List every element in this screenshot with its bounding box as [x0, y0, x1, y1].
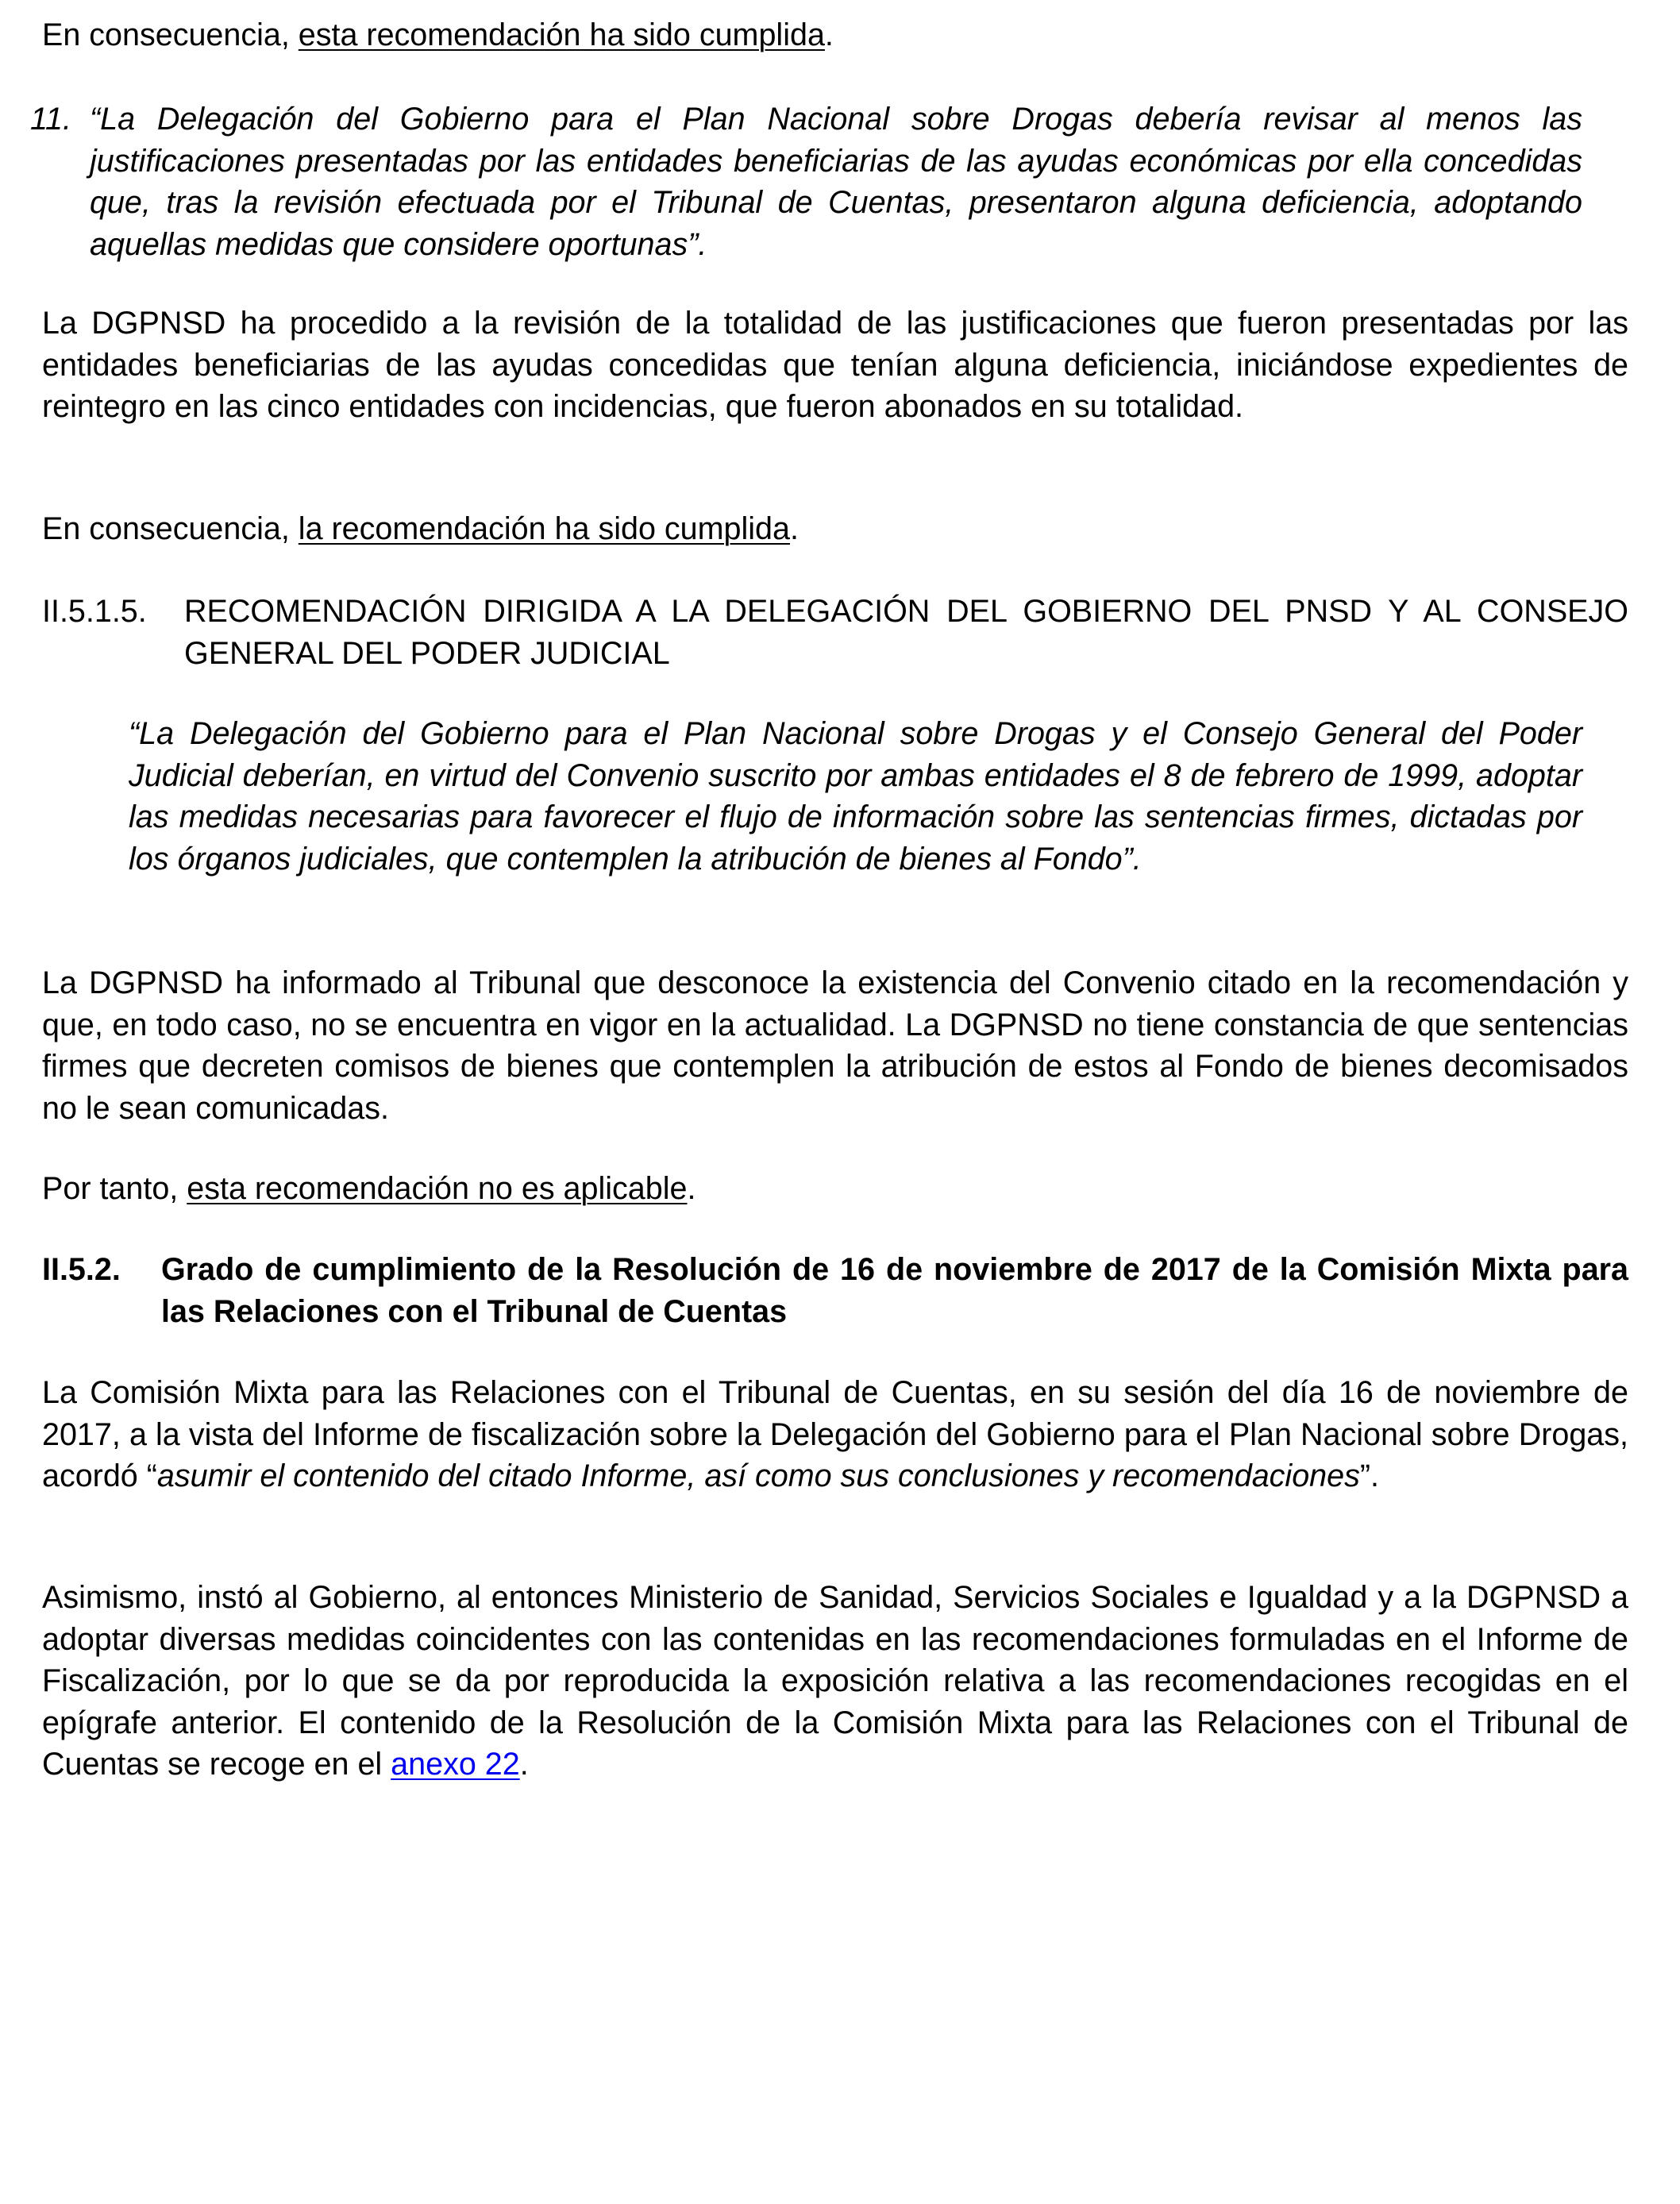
recommendation-text: “La Delegación del Gobierno para el Plan Nacional sobre Drogas debería revisar al menos las justificaciones presentadas por las entidades beneficiarias de las ayudas económicas por ella concedidas que, tras la revisión efectuada por el Tribunal de Cuentas, presentaron alguna deficiencia, adoptando aquellas medidas que considere oportunas”.: [90, 102, 1582, 262]
item-number: 11.: [30, 102, 71, 137]
text: .: [790, 511, 799, 546]
text: Por tanto,: [42, 1171, 187, 1206]
paragraph-dgpnsd-informed: [42, 962, 1628, 1129]
paragraph-dgpnsd-revision: [42, 302, 1628, 428]
text: Asimismo, instó al Gobierno, al entonces Ministerio de Sanidad, Servicios Sociales e Igualdad y a la DGPNSD a adoptar diversas medidas coincidentes con las contenidas en las recomendaciones formuladas en el Informe de Fiscalización, por lo que se da por reproducida la exposición relativa a las recomendaciones recogidas en el epígrafe anterior. El contenido de la Resolución de la Comisión Mixta para las Relaciones con el Tribunal de Cuentas se recoge en el: [42, 1580, 1628, 1782]
paragraph-not-applicable: [42, 1168, 1630, 1210]
underlined-conclusion: esta recomendación no es aplicable: [187, 1171, 688, 1206]
section-heading-ii-5-1-5: [42, 591, 1628, 674]
section-heading-ii-5-2: [42, 1249, 1628, 1332]
text: En consecuencia,: [42, 511, 299, 546]
text: .: [519, 1747, 529, 1782]
paragraph-text: La DGPNSD ha procedido a la revisión de la totalidad de las justificaciones que fueron presentadas por las entidades beneficiarias de las ayudas concedidas que tenían alguna deficiencia, iniciándose expedientes de reintegro en las cinco entidades con incidencias, que fueron abonados en su totalidad.: [42, 306, 1628, 424]
paragraph-comision-mixta: [42, 1372, 1628, 1497]
section-number: II.5.2.: [42, 1252, 121, 1287]
underlined-conclusion: esta recomendación ha sido cumplida: [298, 17, 825, 52]
underlined-conclusion: la recomendación ha sido cumplida: [298, 511, 790, 546]
text: En consecuencia,: [42, 17, 299, 52]
anexo-22-link[interactable]: anexo 22: [391, 1747, 520, 1782]
section-number: II.5.1.5.: [42, 594, 147, 629]
recommendation-11: [30, 98, 1582, 265]
section-title: RECOMENDACIÓN DIRIGIDA A LA DELEGACIÓN DEL GOBIERNO DEL PNSD Y AL CONSEJO GENERAL DEL PODER JUDICIAL: [184, 594, 1628, 671]
section-title: Grado de cumplimiento de la Resolución de 16 de noviembre de 2017 de la Comisión Mixta para las Relaciones con el Tribunal de Cuentas: [161, 1252, 1628, 1329]
paragraph-conclusion-2: [42, 508, 1630, 550]
quoted-recommendation: [129, 713, 1582, 880]
text: ”.: [1359, 1458, 1379, 1493]
paragraph-text: La DGPNSD ha informado al Tribunal que desconoce la existencia del Convenio citado en la recomendación y que, en todo caso, no se encuentra en vigor en la actualidad. La DGPNSD no tiene constancia de que sentencias firmes que decreten comisos de bienes que contemplen la atribución de estos al Fondo de bienes decomisados no le sean comunicadas.: [42, 965, 1628, 1126]
quote-text: “La Delegación del Gobierno para el Plan Nacional sobre Drogas y el Consejo General del Poder Judicial deberían, en virtud del Convenio suscrito por ambas entidades el 8 de febrero de 1999, adoptar las medidas necesarias para favorecer el flujo de información sobre las sentencias firmes, dictadas por los órganos judiciales, que contemplen la atribución de bienes al Fondo”.: [129, 716, 1582, 877]
italic-quote: asumir el contenido del citado Informe, así como sus conclusiones y recomendaciones: [156, 1458, 1360, 1493]
paragraph-conclusion-1: [42, 14, 1630, 56]
text: .: [824, 17, 834, 52]
paragraph-asimismo: [42, 1577, 1628, 1786]
text: La Comisión Mixta para las Relaciones con el Tribunal de Cuentas, en su sesión del día 16 de noviembre de 2017, a la vista del Informe de fiscalización sobre la Delegación del Gobierno para el Plan Nacional sobre Drogas, acordó “: [42, 1375, 1628, 1493]
text: .: [687, 1171, 696, 1206]
